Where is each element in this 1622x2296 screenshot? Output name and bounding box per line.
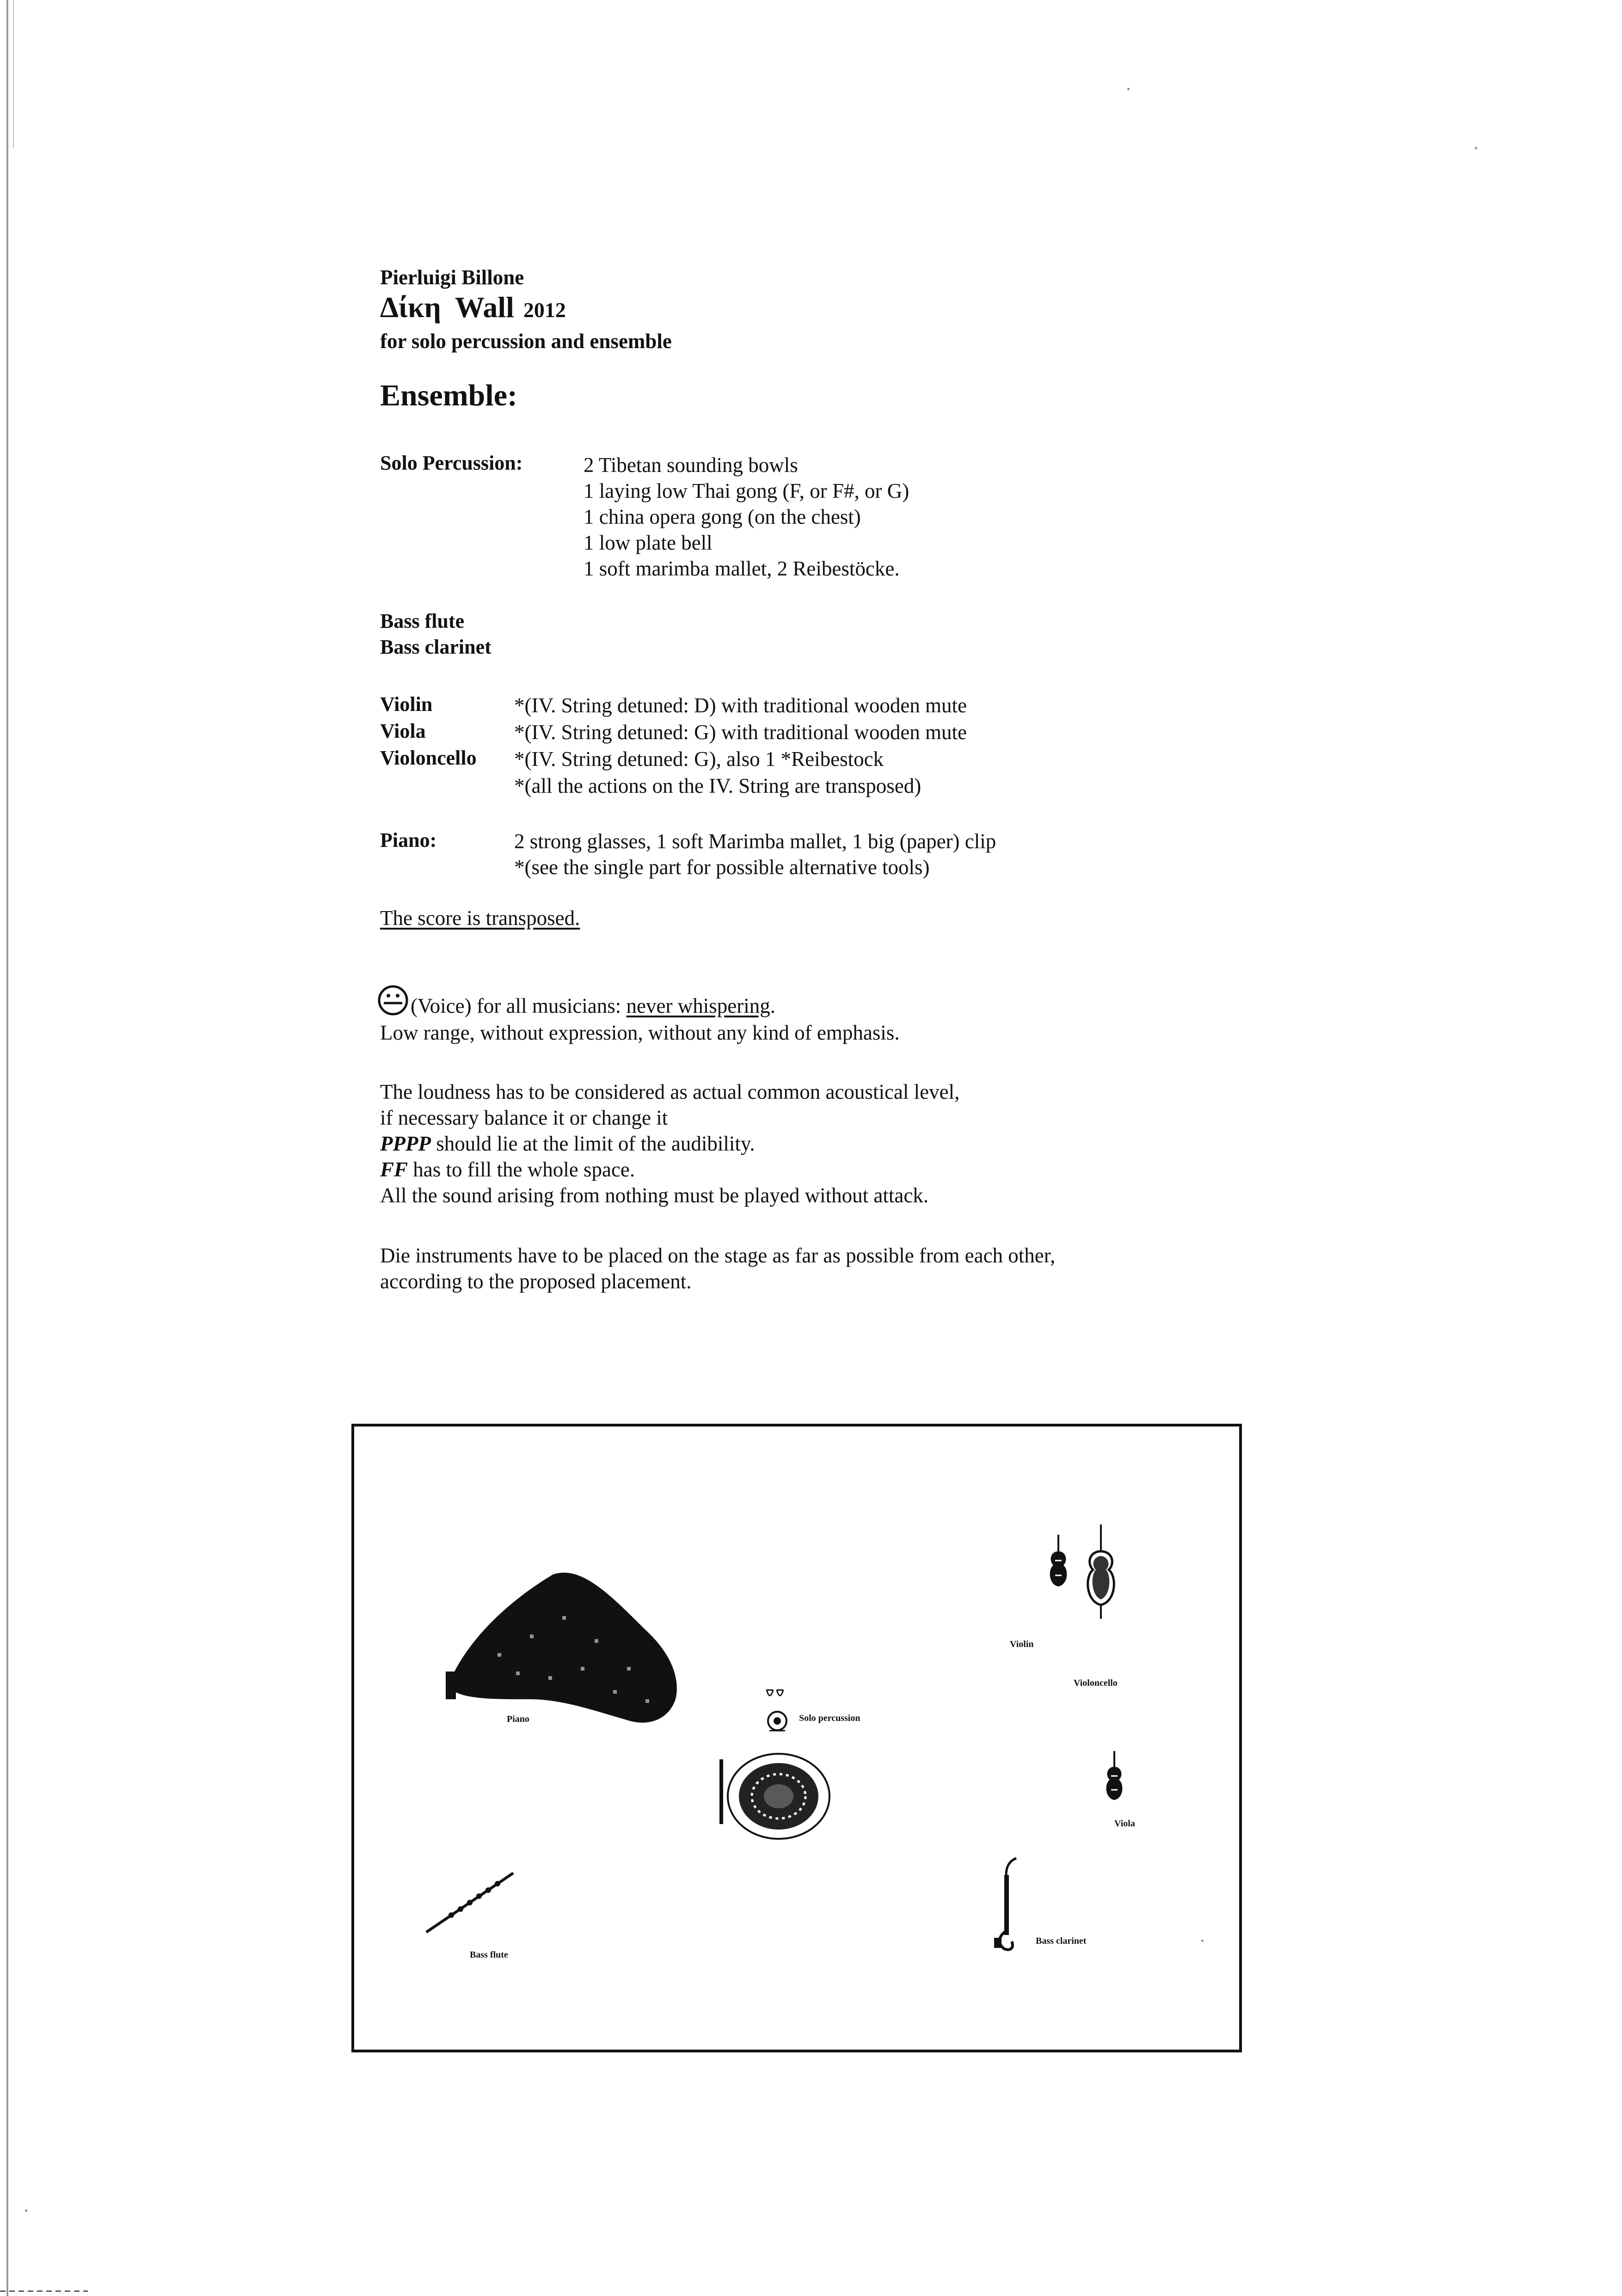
- loudness-line-2: if necessary balance it or change it: [380, 1106, 668, 1129]
- bass-flute-label: Bass flute: [380, 610, 465, 632]
- attack-line: All the sound arising from nothing must be played without attack.: [380, 1184, 929, 1207]
- violin-stage-label: Violin: [1010, 1639, 1034, 1649]
- piano-icon: [442, 1561, 682, 1736]
- pppp-text: should lie at the limit of the audibility.: [430, 1132, 755, 1155]
- ff-mark: FF: [380, 1158, 408, 1181]
- bowls-icon: [765, 1685, 785, 1704]
- transposed-note: The score is transposed.: [380, 906, 580, 930]
- piano-tools: 2 strong glasses, 1 soft Marimba mallet, 1 big (paper) clip: [514, 830, 996, 853]
- voice-instruction: [411, 994, 775, 1018]
- solo-percussion-label: Solo Percussion:: [380, 452, 523, 474]
- violin-label: Violin: [380, 693, 433, 716]
- bass-flute-stage-label: Bass flute: [470, 1950, 508, 1960]
- strings-footnote: *(all the actions on the IV. String are transposed): [514, 774, 922, 797]
- piano-tools-footnote: *(see the single part for possible alternative tools): [514, 856, 930, 879]
- title-word: Wall: [455, 291, 514, 324]
- placement-line-1: Die instruments have to be placed on the stage as far as possible from each other,: [380, 1244, 1056, 1267]
- placement-line-2: according to the proposed placement.: [380, 1270, 692, 1293]
- composer-name: Pierluigi Billone: [380, 266, 524, 289]
- ff-text: has to fill the whole space.: [408, 1158, 635, 1181]
- percussion-item: 1 soft marimba mallet, 2 Reibestöcke.: [584, 557, 900, 580]
- percussion-item: 2 Tibetan sounding bowls: [584, 453, 798, 477]
- ensemble-heading: Ensemble:: [380, 379, 517, 412]
- violoncello-stage-label: Violoncello: [1074, 1678, 1118, 1688]
- voice-face-icon: [377, 985, 409, 1016]
- scan-speck: [25, 2210, 27, 2212]
- work-subtitle: for solo percussion and ensemble: [380, 330, 672, 353]
- viola-label: Viola: [380, 720, 426, 742]
- bass-clarinet-stage-label: Bass clarinet: [1036, 1936, 1087, 1946]
- voice-emphasis: never whispering: [626, 994, 770, 1017]
- scan-edge-dashes: [0, 2290, 88, 2292]
- viola-note: *(IV. String detuned: G) with traditional wooden mute: [514, 721, 967, 744]
- violin-icon: [1042, 1533, 1075, 1593]
- ff-line: [380, 1157, 635, 1182]
- voice-instruction-2: Low range, without expression, without any kind of emphasis.: [380, 1021, 900, 1044]
- clarinet-icon: [990, 1856, 1027, 1953]
- solo-percussion-stage-label: Solo percussion: [799, 1713, 860, 1723]
- violoncello-note: *(IV. String detuned: G), also 1 *Reibestock: [514, 747, 884, 771]
- gong-icon: [765, 1708, 790, 1733]
- viola-icon: [1100, 1750, 1128, 1806]
- loudness-line-1: The loudness has to be considered as actual common acoustical level,: [380, 1080, 960, 1103]
- violoncello-label: Violoncello: [380, 747, 477, 769]
- pppp-line: [380, 1132, 755, 1156]
- scan-edge-line: [13, 0, 14, 148]
- percussion-item: 1 laying low Thai gong (F, or F#, or G): [584, 479, 909, 502]
- title-year: 2012: [523, 298, 566, 322]
- piano-stage-label: Piano: [507, 1714, 529, 1724]
- scan-speck: [1475, 147, 1477, 149]
- scan-edge-line: [6, 0, 8, 2296]
- violin-note: *(IV. String detuned: D) with traditional wooden mute: [514, 694, 967, 717]
- pppp-mark: PPPP: [380, 1132, 431, 1155]
- piano-label: Piano:: [380, 829, 437, 851]
- stage-placement-diagram: [351, 1424, 1242, 2052]
- bass-clarinet-label: Bass clarinet: [380, 636, 492, 658]
- voice-prefix: (Voice) for all musicians:: [411, 994, 627, 1017]
- cello-icon: [1080, 1524, 1122, 1621]
- voice-suffix: .: [770, 994, 775, 1017]
- viola-stage-label: Viola: [1114, 1818, 1135, 1829]
- work-title: [380, 290, 566, 325]
- thai-gong-icon: [719, 1750, 839, 1843]
- percussion-item: 1 china opera gong (on the chest): [584, 505, 861, 528]
- percussion-item: 1 low plate bell: [584, 531, 713, 554]
- flute-icon: [424, 1870, 516, 1935]
- title-greek: Δίκη: [380, 291, 441, 324]
- scan-speck: [1127, 88, 1130, 90]
